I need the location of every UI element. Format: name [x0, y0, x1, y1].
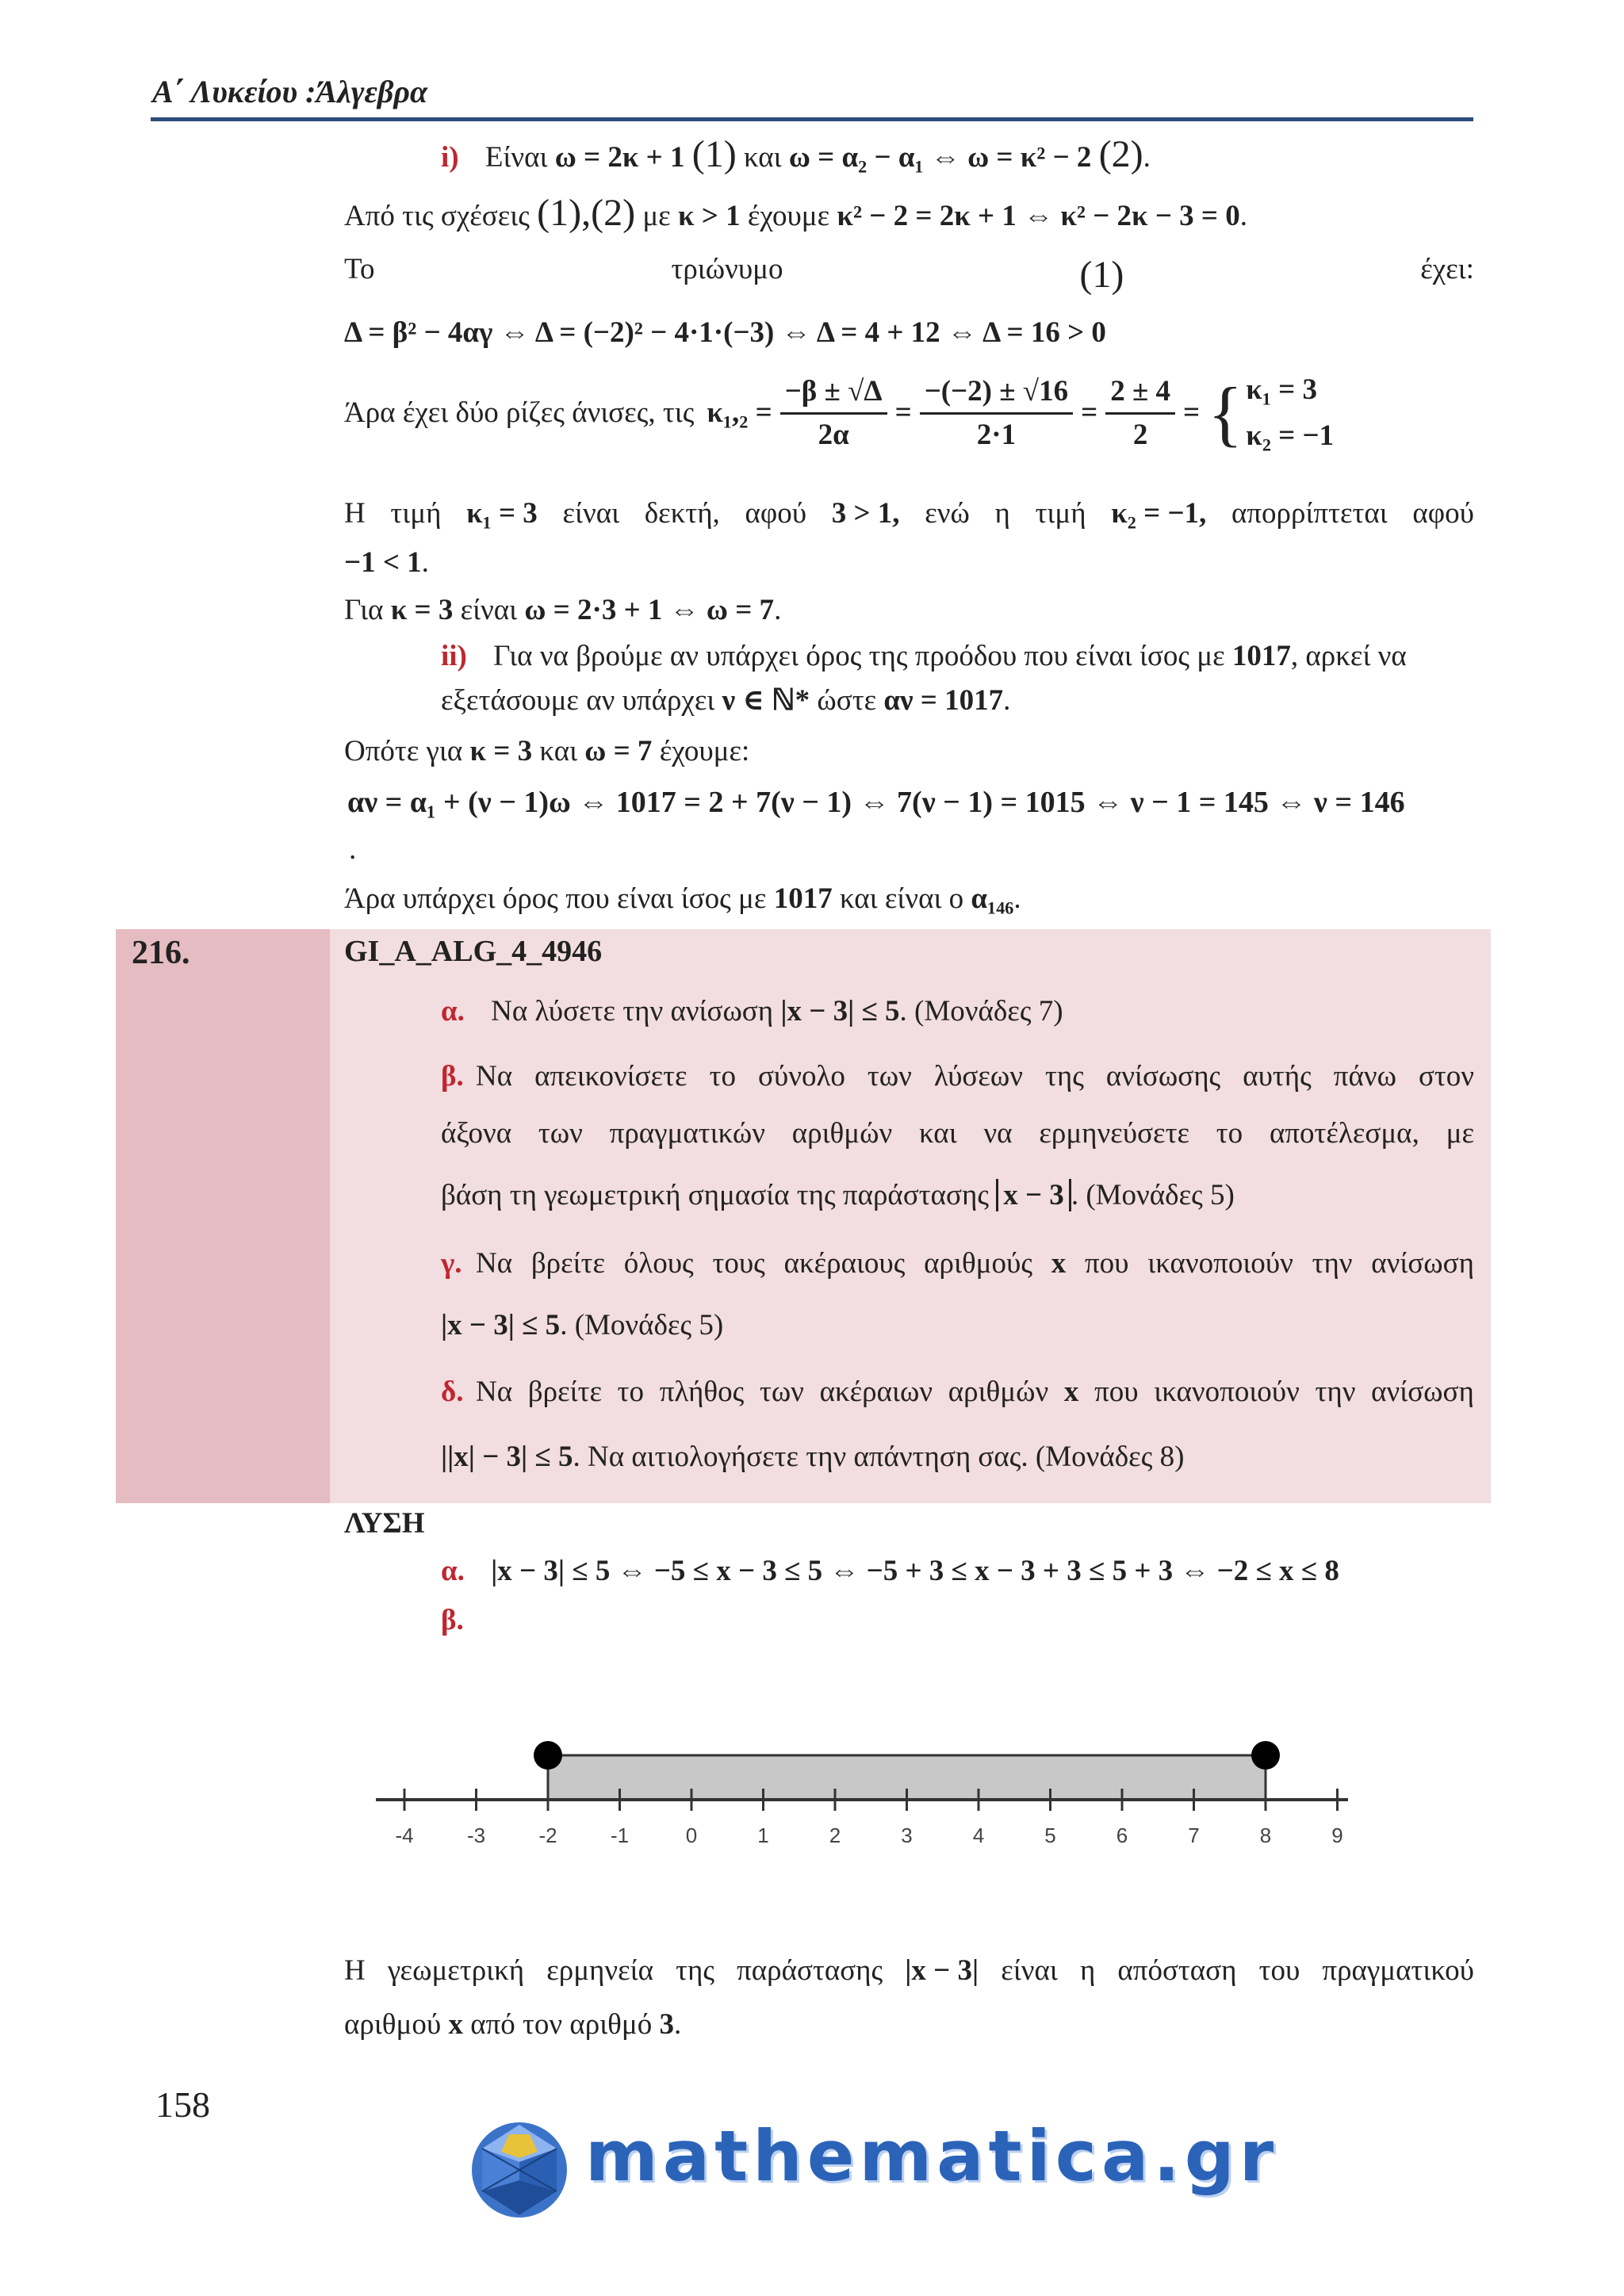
text: , αρκεί να [1290, 640, 1407, 672]
word: απόσταση [1117, 1954, 1237, 1987]
text: . (Μονάδες 5) [560, 1309, 724, 1341]
tick-label: 1 [757, 1823, 769, 1847]
word: να [983, 1117, 1013, 1150]
math: |x − 3| ≤ 5 [780, 995, 900, 1027]
interval-start-point [534, 1741, 562, 1770]
text: . Να αιτιολογήσετε την απάντηση σας. (Μονάδες 8) [573, 1441, 1185, 1473]
logo-text: mathematica.gr [585, 2115, 1279, 2197]
text: . (Μονάδες 7) [899, 995, 1063, 1027]
tick-label: 7 [1188, 1823, 1200, 1847]
text: βάση τη γεωμετρική σημασία της παράστασης [441, 1179, 989, 1211]
left-brace: { [1208, 373, 1243, 454]
solution-part-a [441, 1554, 1339, 1589]
math: = [1183, 396, 1201, 430]
fraction-numerator: 2 ± 4 [1105, 374, 1175, 415]
text: . [673, 2008, 682, 2041]
word: βρείτε [527, 1376, 602, 1408]
math: κ₁ = 3 [466, 497, 538, 530]
math: |x − 3| ≤ 5 ⇔ −5 ≤ x − 3 ≤ 5 ⇔ −5 + 3 ≤ x − 3 + 3 ≤ 5 + 3 ⇔ −2 ≤ x ≤ 8 [491, 1555, 1339, 1587]
prev-dot [349, 832, 356, 867]
prev-conclusion [344, 882, 1021, 916]
text: ενώ [925, 497, 970, 530]
prev-line-3 [344, 252, 1474, 298]
solution-part-b [441, 1603, 483, 1638]
word: ικανοποιούν [1147, 1247, 1293, 1280]
tick-label: 5 [1044, 1823, 1056, 1847]
word: αποτέλεσμα, [1269, 1117, 1419, 1150]
word: ακέραιους [783, 1247, 906, 1280]
word: σύνολο [757, 1060, 845, 1093]
tick-label: 9 [1331, 1823, 1343, 1847]
exercise-number-panel [116, 929, 330, 1503]
math: 1017 [773, 882, 833, 915]
text: τιμή [390, 497, 442, 530]
word: των [867, 1060, 912, 1093]
text: απορρίπτεται [1231, 497, 1388, 530]
math: = [894, 396, 912, 430]
prev-line-10 [344, 734, 749, 769]
text: Άρα έχει δύο ρίζες άνισες, τις [344, 396, 695, 430]
math-abs: x − 3 [996, 1179, 1071, 1211]
word: γεωμετρική [387, 1954, 525, 1987]
math: ν ∈ ℕ* [722, 684, 810, 717]
exercise-part-a [441, 994, 1063, 1028]
text: εξετάσουμε αν υπάρχει [441, 684, 715, 717]
word: των [538, 1117, 583, 1150]
prev-line-6 [344, 496, 1474, 531]
word: της [1045, 1060, 1084, 1093]
word: Η [344, 1954, 366, 1987]
text: . [349, 833, 357, 866]
text: Είναι [485, 141, 548, 174]
page-number: 158 [155, 2084, 210, 2125]
exercise-part-g-line1 [441, 1246, 481, 1280]
word: παράστασης [737, 1954, 883, 1987]
word: με [1446, 1117, 1474, 1150]
math: κ² − 2 = 2κ + 1 ⇔ κ² − 2κ − 3 = 0 [837, 200, 1240, 232]
text: Από τις σχέσεις [344, 200, 530, 232]
text: Για [344, 594, 384, 626]
exercise-part-d-line2 [441, 1440, 1184, 1474]
prev-discriminant [344, 316, 1106, 350]
word: το [709, 1060, 736, 1093]
word: άξονα [441, 1117, 512, 1150]
tick-label: 6 [1116, 1823, 1128, 1847]
math: x [448, 2008, 463, 2041]
text: ώστε [817, 684, 877, 717]
word: πλήθος [659, 1376, 745, 1408]
exercise-part-b-words2 [441, 1116, 1474, 1150]
math: κ₂ = −1, [1111, 497, 1207, 530]
text: με [642, 200, 671, 232]
text: είναι [562, 497, 620, 530]
text: δεκτή, [644, 497, 720, 530]
text: έχουμε: [659, 735, 750, 767]
prev-i-line [441, 132, 1151, 178]
prev-ii-line-2 [441, 683, 1010, 718]
word: όλους [623, 1247, 694, 1280]
exercise-part-b-line3 [441, 1178, 1235, 1212]
text: Η [344, 497, 366, 530]
fraction-denominator: 2 [1132, 418, 1148, 451]
tick-label: 2 [829, 1823, 841, 1847]
tick-label: 4 [972, 1823, 985, 1847]
word: πραγματικών [609, 1117, 765, 1150]
word: απεικονίσετε [534, 1060, 688, 1093]
math: = [1081, 396, 1098, 430]
math: ω = 2κ + 1 [554, 141, 685, 174]
equation-ref: (1) [691, 133, 737, 175]
math: −1 < 1 [344, 546, 422, 579]
math: κ₁,₂ = [707, 396, 772, 430]
word: Να [476, 1376, 513, 1408]
exercise-part-g-line2 [441, 1308, 723, 1342]
equation-ref: (1),(2) [537, 192, 636, 234]
text: και [539, 735, 578, 767]
math: Δ = β² − 4αγ ⇔ Δ = (−2)² − 4·1·(−3) ⇔ Δ = 4 + 12 ⇔ Δ = 16 > 0 [344, 316, 1106, 349]
exercise-code: GI_A_ALG_4_4946 [344, 935, 603, 968]
logo-icon [468, 2118, 571, 2221]
word: της [676, 1954, 714, 1987]
word: αριθμούς [924, 1247, 1032, 1280]
word: την [1312, 1247, 1353, 1280]
text: . [421, 546, 429, 579]
case-1: κ₁ = 3 [1246, 373, 1318, 406]
word: βρείτε [530, 1247, 606, 1280]
word: το [617, 1376, 645, 1408]
fraction-denominator: 2·1 [976, 418, 1017, 451]
word: ανίσωσης [1105, 1060, 1221, 1093]
word: που [1094, 1376, 1139, 1408]
label-ii: ii) [441, 640, 467, 672]
case-2: κ₂ = −1 [1246, 419, 1335, 453]
part-label: β. [441, 1060, 464, 1093]
page-header-title: Α΄ Λυκείου :Άλγεβρα [152, 74, 428, 109]
text: τριώνυμο [671, 253, 783, 285]
text: . [1003, 684, 1011, 717]
text: Να λύσετε την ανίσωση [491, 995, 774, 1027]
fraction-denominator: 2α [818, 418, 849, 451]
math: |x − 3| ≤ 5 [441, 1309, 561, 1341]
word: ικανοποιούν [1154, 1376, 1300, 1408]
fraction-numerator: −β ± √Δ [780, 374, 887, 415]
part-label: α. [441, 1555, 465, 1587]
text: έχει: [1420, 253, 1474, 285]
word: το [1216, 1117, 1243, 1150]
solution-heading: ΛΥΣΗ [344, 1507, 425, 1540]
text: είναι [460, 594, 518, 626]
math: κ = 3 [469, 735, 533, 767]
fraction [920, 374, 1073, 453]
word: ανίσωση [1371, 1247, 1474, 1280]
interpretation-line1 [344, 1954, 1474, 1988]
math: ω = α₂ − α₁ ⇔ ω = κ² − 2 [788, 141, 1092, 174]
prev-line-7 [344, 545, 429, 580]
math: αν = α₁ + (ν − 1)ω ⇔ 1017 = 2 + 7(ν − 1) ⇔ 7(ν − 1) = 1015 ⇔ ν − 1 = 145 ⇔ ν = 146 [347, 786, 1405, 819]
tick-label: 8 [1259, 1823, 1272, 1847]
tick-label: -3 [466, 1823, 486, 1847]
header-divider [151, 117, 1473, 121]
text: από τον αριθμό [470, 2008, 653, 2041]
prev-roots-line [344, 373, 1334, 454]
word: Να [476, 1247, 513, 1280]
label-i: i) [441, 141, 459, 174]
word: τους [712, 1247, 765, 1280]
word: την [1315, 1376, 1356, 1408]
text: η [994, 497, 1010, 530]
fraction [780, 374, 887, 453]
text: . (Μονάδες 5) [1071, 1179, 1235, 1211]
math: κ > 1 [677, 200, 741, 232]
tick-label: 0 [685, 1823, 698, 1847]
tick-label: -1 [610, 1823, 630, 1847]
text: αφού [1412, 497, 1474, 530]
text: Για να βρούμε αν υπάρχει όρος της προόδου που είναι ίσος με [493, 640, 1225, 672]
text: Το [344, 253, 375, 285]
prev-ii-line-1 [441, 639, 1407, 674]
exercise-part-d-words1 [476, 1375, 1474, 1409]
text: έχουμε [747, 200, 830, 232]
word: είναι [1001, 1954, 1058, 1987]
prev-line-8 [344, 593, 781, 628]
word: x [1063, 1376, 1079, 1408]
text: τιμή [1035, 497, 1086, 530]
word: πάνω [1333, 1060, 1396, 1093]
word: ερμηνεύσετε [1039, 1117, 1190, 1150]
text: . [1143, 141, 1151, 174]
tick-label: -2 [538, 1823, 557, 1847]
text: Οπότε για [344, 735, 463, 767]
exercise-part-g-words1 [476, 1246, 1474, 1280]
equation-ref: (2) [1098, 133, 1143, 175]
word: ακέραιων [819, 1376, 933, 1408]
math: αν = 1017 [883, 684, 1004, 717]
number-line [365, 1720, 1364, 1847]
word: Να [476, 1060, 513, 1093]
math: α₁₄₆ [971, 882, 1014, 915]
text: και [743, 141, 782, 174]
cases [1246, 373, 1334, 454]
word: του [1258, 1954, 1300, 1987]
math: 3 [659, 2008, 674, 2041]
word: που [1085, 1247, 1129, 1280]
equation-ref: (1) [1079, 254, 1124, 296]
part-label: δ. [441, 1376, 464, 1408]
text: και είναι ο [839, 882, 964, 915]
prev-line-2 [344, 190, 1247, 236]
text: Άρα υπάρχει όρος που είναι ίσος με [344, 882, 767, 915]
text: . [774, 594, 782, 626]
word: αυτής [1243, 1060, 1312, 1093]
exercise-number: 216. [132, 935, 190, 971]
part-label: γ. [441, 1247, 462, 1280]
word: ανίσωση [1371, 1376, 1474, 1408]
tick-label: -4 [395, 1823, 414, 1847]
word: |x − 3| [905, 1954, 979, 1987]
fraction [1105, 374, 1175, 453]
interpretation-line2 [344, 2007, 681, 2042]
text: . [1013, 882, 1021, 915]
word: των [759, 1376, 804, 1408]
word: και [918, 1117, 957, 1150]
word: λύσεων [933, 1060, 1023, 1093]
fraction-numerator: −(−2) ± √16 [920, 374, 1073, 415]
word: x [1051, 1247, 1067, 1280]
part-label: β. [441, 1604, 464, 1636]
word: αριθμών [948, 1376, 1049, 1408]
word: πραγματικού [1322, 1954, 1474, 1987]
word: η [1079, 1954, 1096, 1987]
text: . [1239, 200, 1248, 232]
math: ω = 2·3 + 1 ⇔ ω = 7 [524, 594, 775, 626]
prev-general-term [347, 785, 1405, 821]
tick-label: 3 [901, 1823, 913, 1847]
part-label: α. [441, 995, 465, 1027]
math: ω = 7 [584, 735, 653, 767]
text: αριθμού [344, 2008, 442, 2041]
interval-end-point [1251, 1741, 1280, 1770]
math: ||x| − 3| ≤ 5 [441, 1441, 573, 1473]
word: ερμηνεία [546, 1954, 654, 1987]
exercise-part-b-words1 [476, 1059, 1474, 1093]
text: αφού [745, 497, 807, 530]
math: 1017 [1231, 640, 1291, 672]
math: 3 > 1, [831, 497, 900, 530]
word: στον [1418, 1060, 1474, 1093]
word: αριθμών [791, 1117, 893, 1150]
math: κ = 3 [390, 594, 454, 626]
